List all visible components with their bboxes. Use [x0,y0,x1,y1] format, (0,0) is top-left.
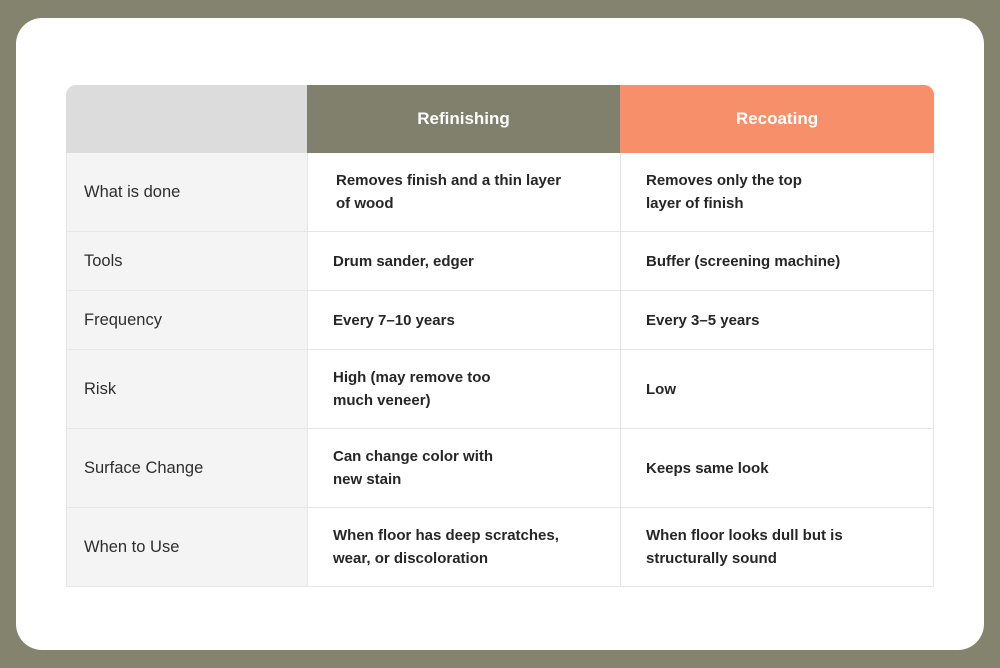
content-card [16,18,984,650]
recoating-cell [620,429,934,508]
table-row [66,508,934,587]
row-label: When to Use [66,508,307,587]
header-recoating: Recoating [620,85,934,153]
row-label: Surface Change [66,429,307,508]
cell-line: Low [646,380,676,398]
row-label: Frequency [66,291,307,350]
row-label: What is done [66,153,307,232]
cell-line: new stain [333,471,402,488]
row-label: Risk [66,350,307,429]
cell-line: Can change color with [333,448,494,465]
cell-line: layer of finish [646,195,744,212]
recoating-cell [620,350,934,429]
cell-line: of wood [336,195,394,212]
table-row [66,153,934,232]
refinishing-cell [307,291,620,350]
recoating-cell [620,232,934,291]
table-row [66,350,934,429]
cell-line: much veneer) [333,392,431,409]
recoating-cell [620,153,934,232]
cell-line: Every 3–5 years [646,311,760,329]
refinishing-cell [307,350,620,429]
refinishing-cell [307,153,620,232]
table-row [66,232,934,291]
header-empty-cell [66,85,307,153]
cell-line: Every 7–10 years [333,311,455,329]
header-refinishing: Refinishing [307,85,620,153]
recoating-cell [620,291,934,350]
cell-line: Buffer (screening machine) [646,252,841,270]
cell-line: When floor looks dull but is [646,527,843,544]
refinishing-cell [307,232,620,291]
recoating-cell [620,508,934,587]
refinishing-cell [307,429,620,508]
cell-line: When floor has deep scratches, [333,527,559,544]
refinishing-cell [307,508,620,587]
table-row [66,291,934,350]
table-header-row [66,85,934,153]
cell-line: Removes only the top [646,172,802,189]
cell-line: Keeps same look [646,459,769,477]
table-row [66,429,934,508]
row-label: Tools [66,232,307,291]
comparison-table [66,85,934,587]
cell-line: wear, or discoloration [333,550,489,567]
cell-line: Drum sander, edger [333,252,474,270]
cell-line: High (may remove too [333,369,491,386]
cell-line: Removes finish and a thin layer [336,172,562,189]
cell-line: structurally sound [646,550,777,567]
